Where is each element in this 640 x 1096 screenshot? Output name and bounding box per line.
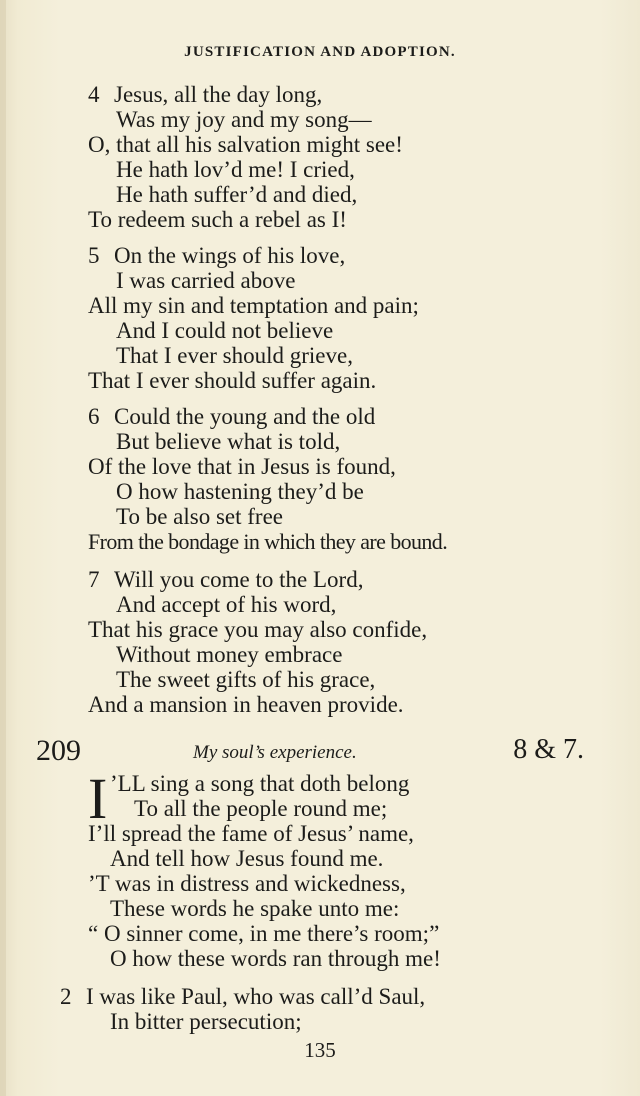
stanza-6-line-4: O how hastening they’d be bbox=[116, 479, 364, 504]
stanza-6-line-2: But believe what is told, bbox=[116, 429, 341, 454]
stanza-7-line-3: That his grace you may also confide, bbox=[88, 617, 428, 642]
hymn-209-stanza-2-line-1: 2 I was like Paul, who was call’d Saul, bbox=[60, 984, 426, 1009]
hymn-header bbox=[36, 734, 596, 768]
hymn-209-line-4: And tell how Jesus found me. bbox=[110, 846, 384, 871]
stanza-4-line-4: He hath lov’d me! I cried, bbox=[116, 157, 355, 182]
hymn-209-line-5: ’T was in distress and wickedness, bbox=[88, 871, 406, 896]
stanza-5-line-2: I was carried above bbox=[116, 268, 296, 293]
stanza-number: 4 bbox=[88, 82, 100, 107]
stanza-7-line-1: 7 Will you come to the Lord, bbox=[88, 567, 364, 592]
stanza-5-line-5: That I ever should grieve, bbox=[116, 343, 353, 368]
drop-cap: I bbox=[88, 766, 108, 831]
stanza-6-line-5: To be also set free bbox=[116, 504, 283, 529]
stanza-4-line-2: Was my joy and my song— bbox=[116, 107, 372, 132]
stanza-4-line-3: O, that all his salvation might see! bbox=[88, 132, 403, 157]
hymn-209-stanza-2-line-2: In bitter persecution; bbox=[110, 1009, 302, 1034]
stanza-4-line-5: He hath suffer’d and died, bbox=[116, 182, 358, 207]
hymn-209-line-2: To all the people round me; bbox=[134, 796, 388, 821]
stanza-6-line-1: 6 Could the young and the old bbox=[88, 404, 376, 429]
hymn-209-line-1: ’LL sing a song that doth belong bbox=[110, 771, 410, 796]
stanza-5-line-1: 5 On the wings of his love, bbox=[88, 243, 346, 268]
stanza-4-line-6: To redeem such a rebel as I! bbox=[88, 207, 347, 232]
hymn-number: 209 bbox=[36, 734, 81, 767]
stanza-5-line-4: And I could not believe bbox=[116, 318, 334, 343]
stanza-number: 6 bbox=[88, 404, 100, 429]
stanza-5-line-6: That I ever should suffer again. bbox=[88, 368, 377, 393]
stanza-4-line-1: 4 Jesus, all the day long, bbox=[88, 82, 323, 107]
page-number: 135 bbox=[304, 1038, 336, 1062]
binding-edge bbox=[0, 0, 6, 1096]
hymn-209-line-6: These words he spake unto me: bbox=[110, 896, 400, 921]
stanza-number: 2 bbox=[60, 984, 72, 1009]
stanza-7-line-6: And a mansion in heaven provide. bbox=[88, 692, 404, 717]
stanza-number: 5 bbox=[88, 243, 100, 268]
stanza-7-line-2: And accept of his word, bbox=[116, 592, 337, 617]
stanza-7-line-5: The sweet gifts of his grace, bbox=[116, 667, 376, 692]
stanza-5-line-3: All my sin and temptation and pain; bbox=[88, 293, 419, 318]
stanza-7-line-4: Without money embrace bbox=[116, 642, 343, 667]
hymn-meter: 8 & 7. bbox=[513, 734, 584, 765]
stanza-6-line-3: Of the love that in Jesus is found, bbox=[88, 454, 396, 479]
hymn-209-line-7: “ O sinner come, in me there’s room;” bbox=[88, 921, 440, 946]
stanza-6-line-6: From the bondage in which they are bound. bbox=[88, 529, 448, 554]
stanza-number: 7 bbox=[88, 567, 100, 592]
hymn-209-line-8: O how these words ran through me! bbox=[110, 946, 441, 971]
hymn-209-line-3: I’ll spread the fame of Jesus’ name, bbox=[88, 821, 414, 846]
running-head: JUSTIFICATION AND ADOPTION. bbox=[184, 44, 456, 60]
hymn-title: My soul’s experience. bbox=[193, 742, 357, 763]
